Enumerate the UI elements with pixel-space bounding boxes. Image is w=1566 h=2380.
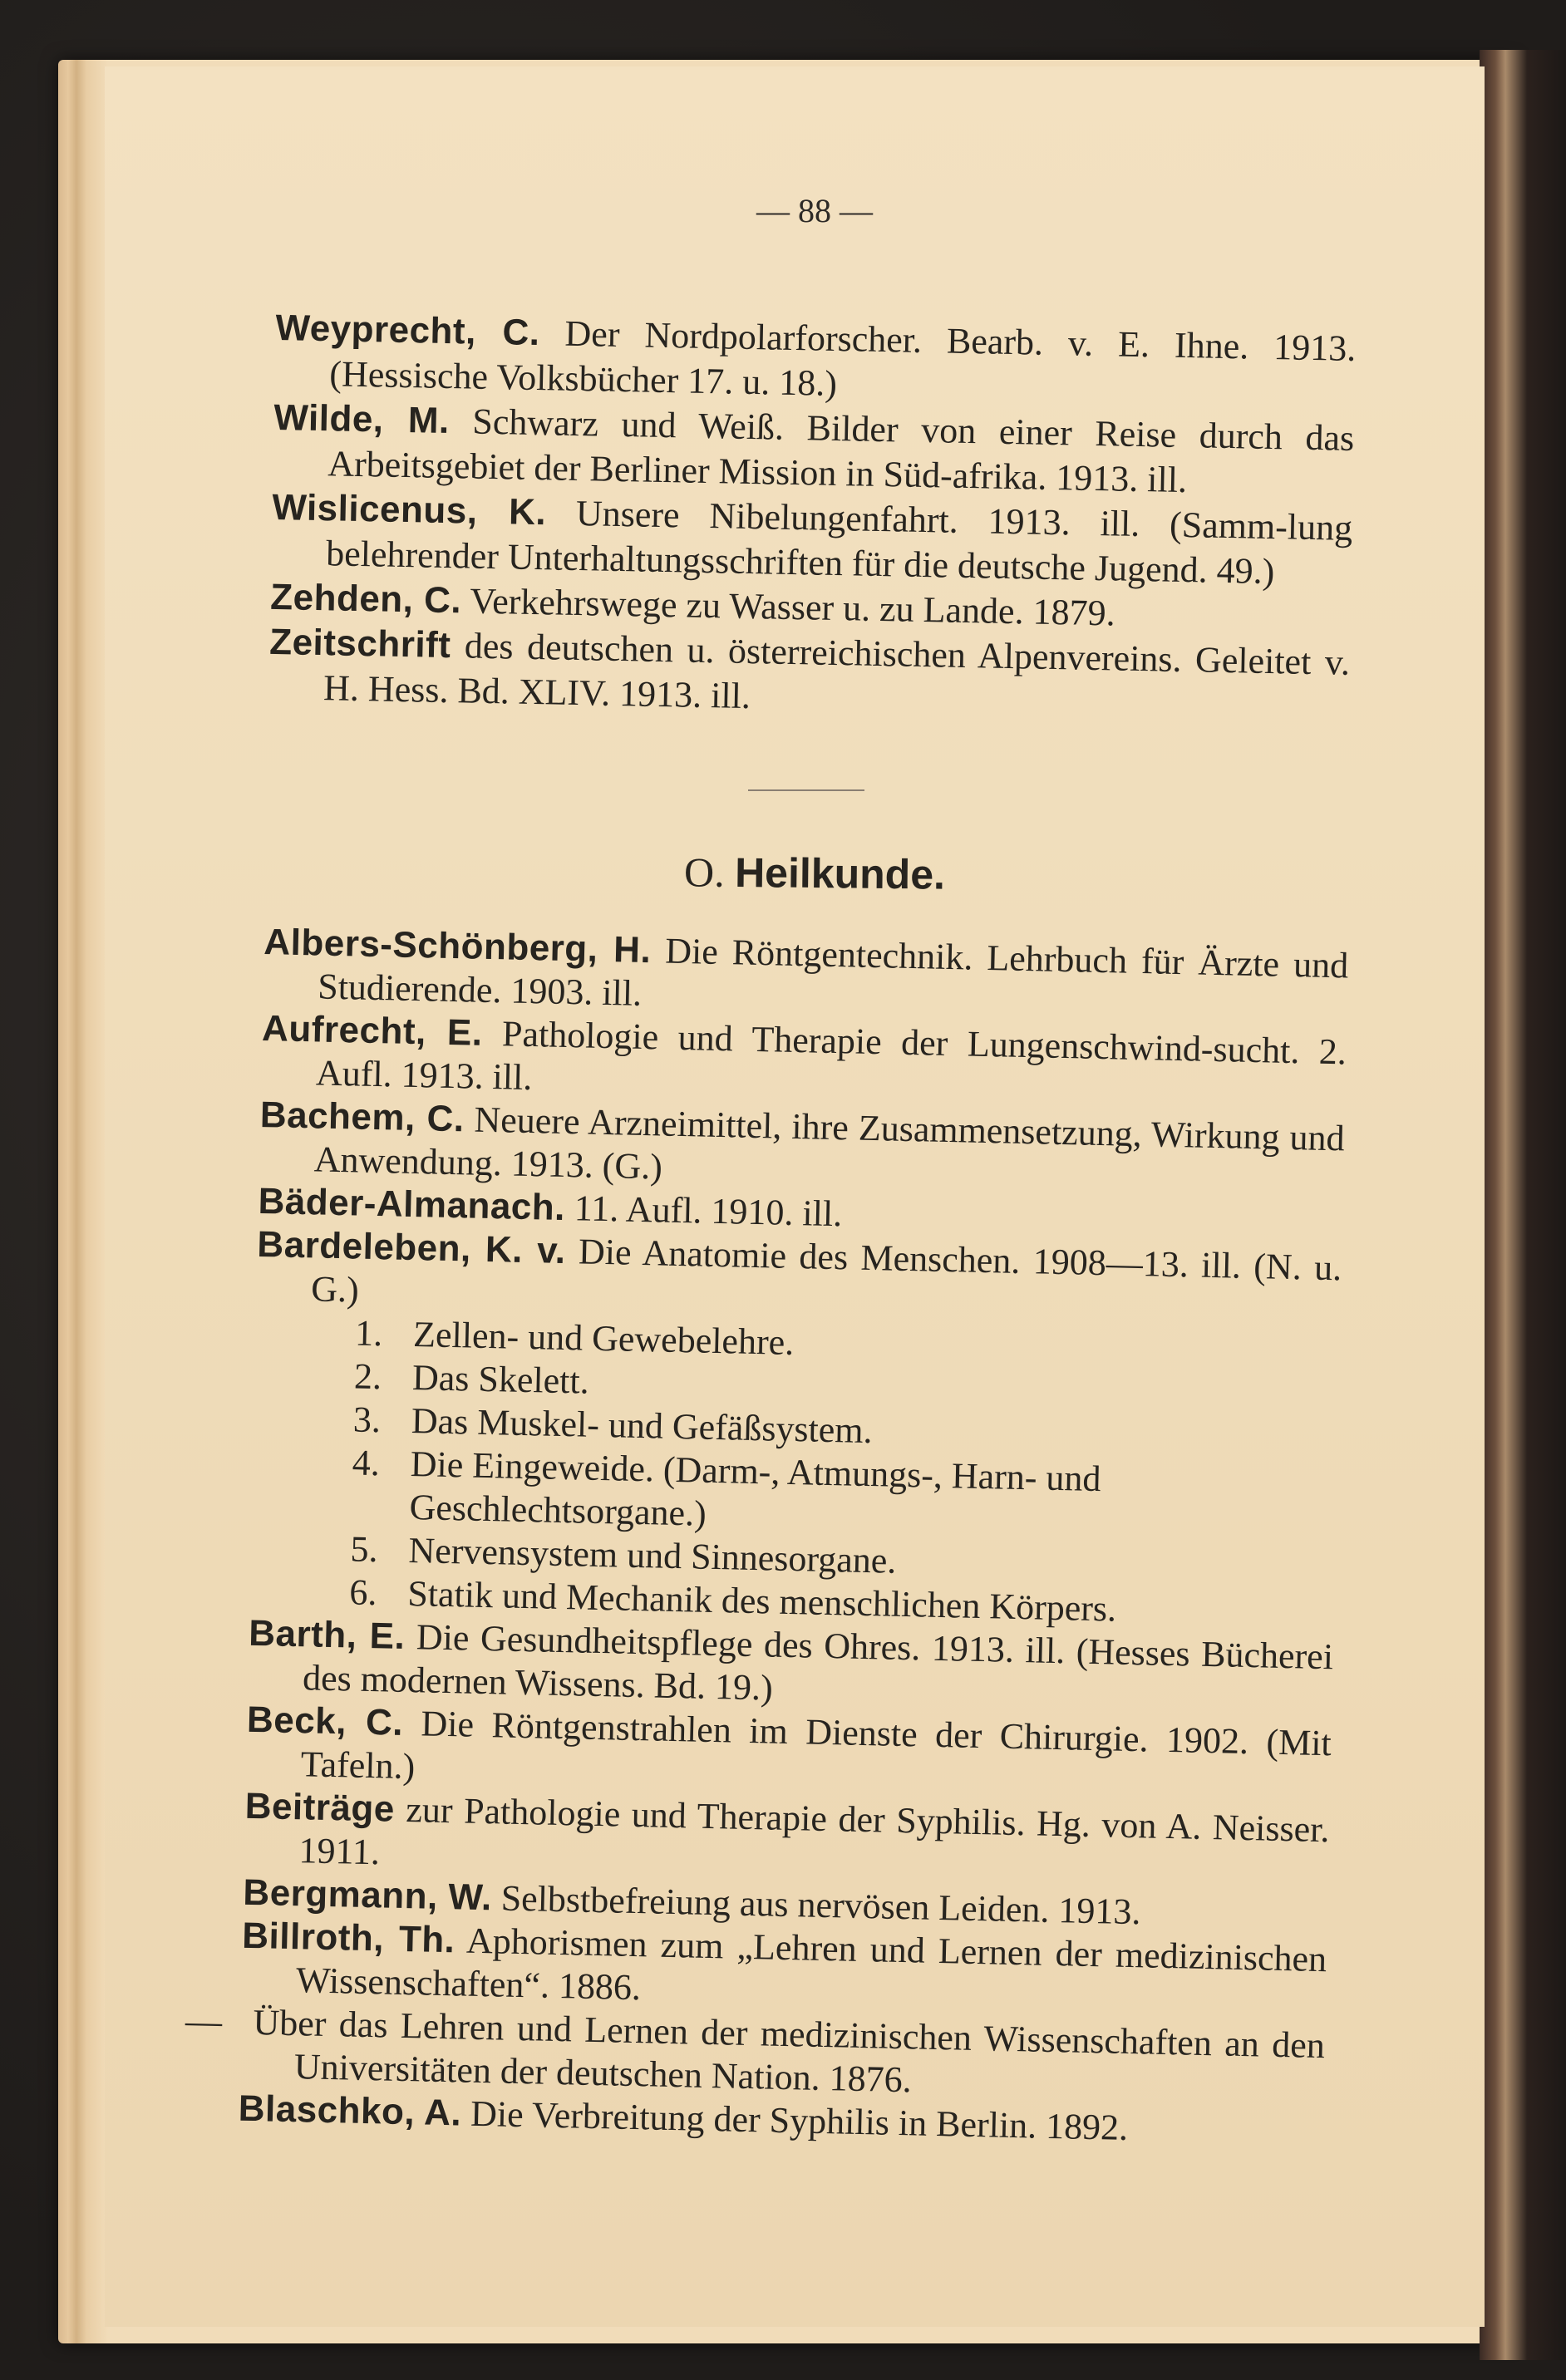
volume-number: 1. <box>354 1312 383 1355</box>
entry-text: Die Anatomie des Menschen. 1908—13. ill. (N. u. G.) <box>310 1231 1342 1310</box>
volume-number: 3. <box>352 1399 382 1441</box>
volume-number: 4. <box>352 1442 381 1484</box>
entry-author: Aufrecht, E. <box>261 1007 484 1054</box>
entry-author: Bardeleben, K. v. <box>256 1223 567 1271</box>
entry-text: Die Röntgentechnik. Lehrbuch für Ärzte und Studierende. 1903. ill. <box>317 930 1349 1014</box>
section-title: Heilkunde. <box>734 848 946 898</box>
volume-number: 6. <box>348 1571 377 1614</box>
entry-text: Pathologie und Therapie der Lungenschwind-sucht. 2. Aufl. 1913. ill. <box>315 1013 1347 1099</box>
section-letter: O. <box>683 848 725 896</box>
volume-number: 2. <box>353 1355 382 1398</box>
volume-title: Zellen- und Gewebelehre. <box>412 1314 795 1364</box>
entry-text: Selbstbefreiung aus nervösen Leiden. 1913. <box>500 1877 1141 1933</box>
entry-text: Über das Lehren und Lernen der medizinischen Wissenschaften an den Universitäten der deutschen Nation. 1876. <box>252 2002 1326 2101</box>
volume-title: Die Eingeweide. (Darm-, Atmungs-, Harn- und Geschlechtsorgane.) <box>409 1443 1102 1534</box>
entry-text: Schwarz und Weiß. Bilder von einer Reise durch das Arbeitsgebiet der Berliner Mission in Süd-afrika. 1913. ill. <box>327 401 1355 501</box>
entry-author: Beiträge <box>244 1785 396 1830</box>
entry-author: Bachem, C. <box>259 1094 465 1140</box>
entry-text: Aphorismen zum „Lehren und Lernen der medizinischen Wissenschaften“. 1886. <box>295 1920 1327 2009</box>
book-gutter <box>1480 50 1566 2360</box>
ditto-dash <box>240 2001 241 2044</box>
entry-text: des deutschen u. österreichischen Alpenvereins. Geleitet v. H. Hess. Bd. XLIV. 1913. ill. <box>323 625 1351 717</box>
entry-text: Die Gesundheitspflege des Ohres. 1913. ill. (Hesses Bücherei des modernen Wissens. Bd. 19.) <box>302 1616 1334 1709</box>
section-entries <box>238 921 1348 2154</box>
entry-text: zur Pathologie und Therapie der Syphilis. Hg. von A. Neisser. 1911. <box>298 1788 1330 1873</box>
entry-author: Bergmann, W. <box>242 1871 493 1919</box>
entry-text: 11. Aufl. 1910. ill. <box>574 1188 843 1235</box>
entry-author: Wislicenus, K. <box>271 486 547 534</box>
entry-text: Neuere Arzneimittel, ihre Zusammensetzung, Wirkung und Anwendung. 1913. (G.) <box>313 1099 1346 1188</box>
volume-title: Das Skelett. <box>411 1357 590 1402</box>
entry-author: Weyprecht, C. <box>275 307 541 354</box>
page-number: — 88 — <box>756 192 873 229</box>
entry-author: Barth, E. <box>248 1612 406 1657</box>
entry-text: Der Nordpolarforscher. Bearb. v. E. Ihne. 1913. (Hessische Volksbücher 17. u. 18.) <box>328 312 1357 404</box>
top-entries <box>268 306 1357 730</box>
entry-author: Bäder-Almanach. <box>258 1180 566 1228</box>
section-divider <box>748 789 864 791</box>
entry-author: Billroth, Th. <box>241 1915 456 1961</box>
volume-number: 5. <box>349 1528 379 1571</box>
entry-text: Die Röntgenstrahlen im Dienste der Chirurgie. 1902. (Mit Tafeln.) <box>300 1703 1332 1787</box>
entry-author: Wilde, M. <box>273 396 451 442</box>
entry-text: Unsere Nibelungenfahrt. 1913. ill. (Samm-lung belehrender Unterhaltungsschriften für die deutsche Jugend. 49.) <box>325 492 1353 593</box>
entry-author: Zehden, C. <box>269 576 462 622</box>
entry-author: Blaschko, A. <box>238 2087 462 2134</box>
volume-title: Statik und Mechanik des menschlichen Körpers. <box>406 1572 1117 1630</box>
entry-text: Verkehrswege zu Wasser u. zu Lande. 1879. <box>469 580 1116 634</box>
entry-author: Zeitschrift <box>268 621 451 666</box>
section-heading <box>640 848 990 899</box>
entry-author: Beck, C. <box>246 1699 404 1743</box>
volume-title: Das Muskel- und Gefäßsystem. <box>411 1400 874 1452</box>
volume-title: Nervensystem und Sinnesorgane. <box>407 1529 897 1581</box>
entry-text: Die Verbreitung der Syphilis in Berlin. 1892. <box>470 2092 1129 2149</box>
entry-author: Albers-Schönberg, H. <box>263 921 652 971</box>
